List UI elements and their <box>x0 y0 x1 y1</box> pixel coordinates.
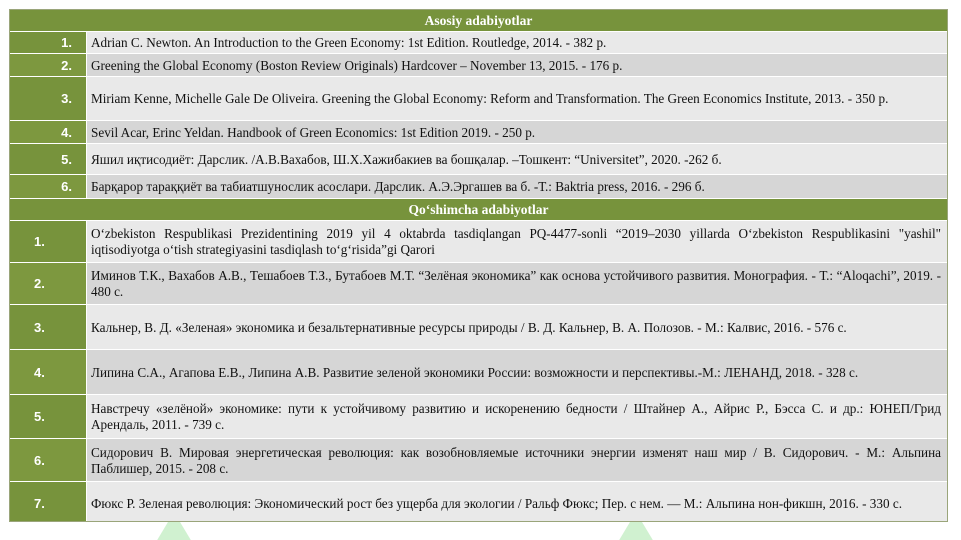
table-row <box>10 395 947 439</box>
row-number: 3. <box>10 77 87 120</box>
table-row <box>10 54 947 77</box>
row-number: 2. <box>10 263 87 304</box>
reference-text: Miriam Kenne, Michelle Gale De Oliveira. Greening the Global Economy: Reform and Transformation. The Green Economics Institute, 2013. - 350 p. <box>91 91 889 106</box>
section-header-main: Asosiy adabiyotlar <box>10 10 947 32</box>
reference-text: Липина С.А., Агапова Е.В., Липина А.В. Развитие зеленой экономики России: возможности и перспективы.-М.: ЛЕНАНД, 2018. - 328 с. <box>91 364 859 380</box>
table-row <box>10 350 947 395</box>
reference-text: Иминов Т.К., Вахабов А.В., Тешабоев Т.З., Бутабоев М.Т. “Зелёная экономика” как основа устойчивого развития. Монография. - Т.: “Aloqachi”, 2019. - 480 с. <box>91 268 941 299</box>
reference-text: O‘zbekiston Respublikasi Prezidentining 2019 yil 4 oktabrda tasdiqlangan PQ-4477-sonli “2019–2030 yillarda O‘zbekiston Respublikasini "yashil" iqtisodiyotga o‘tish strategiyasini tasdiqlash to‘g‘risida”gi Qarori <box>91 226 941 257</box>
reference-text: Кальнер, В. Д. «Зеленая» экономика и безальтернативные ресурсы природы / В. Д. Кальнер, В. А. Полозов. - М.: Калвис, 2016. - 576 с. <box>91 319 847 335</box>
row-number: 4. <box>10 121 87 143</box>
row-number: 6. <box>10 439 87 481</box>
section-header-additional: Qo‘shimcha adabiyotlar <box>10 199 947 221</box>
table-row <box>10 482 947 522</box>
row-number: 2. <box>10 54 87 76</box>
reference-text: Яшил иқтисодиёт: Дарслик. /А.В.Вахабов, Ш.Х.Хажибакиев ва бошқалар. –Тошкент: “Universitet”, 2020. -262 б. <box>91 151 722 167</box>
row-number: 6. <box>10 175 87 198</box>
reference-text: Greening the Global Economy (Boston Review Originals) Hardcover – November 13, 2015. - 176 p. <box>91 57 623 73</box>
reference-text: Adrian C. Newton. An Introduction to the Green Economy: 1st Edition. Routledge, 2014. - 382 p. <box>91 35 607 50</box>
table-row <box>10 144 947 175</box>
row-number: 1. <box>10 221 87 262</box>
row-number: 1. <box>10 32 87 53</box>
row-number: 5. <box>10 395 87 438</box>
table-row <box>10 439 947 482</box>
table-row <box>10 175 947 199</box>
row-number: 4. <box>10 350 87 394</box>
reference-text: Sevil Acar, Erinc Yeldan. Handbook of Green Economics: 1st Edition 2019. - 250 p. <box>91 124 536 140</box>
reference-text: Сидорович В. Мировая энергетическая революция: как возобновляемые источники энергии изменят наш мир / В. Сидорович. - М.: Альпина Паблишер, 2015. - 208 с. <box>91 444 941 476</box>
row-number: 5. <box>10 144 87 174</box>
literature-table <box>9 9 948 522</box>
table-row <box>10 263 947 305</box>
row-number: 7. <box>10 482 87 522</box>
reference-text: Фюкс Р. Зеленая революция: Экономический рост без ущерба для экологии / Ральф Фюкс; Пер. с нем. — М.: Альпина нон-фикшн, 2016. - 330 с. <box>91 495 902 511</box>
table-row <box>10 305 947 350</box>
row-number: 3. <box>10 305 87 349</box>
table-row <box>10 32 947 54</box>
table-row <box>10 77 947 121</box>
table-row <box>10 221 947 263</box>
table-row <box>10 121 947 144</box>
reference-text: Навстречу «зелёной» экономике: пути к устойчивому развитию и искоренению бедности / Штайнер А., Айрис Р., Бэсса С. и др.: ЮНЕП/Грид Арендаль, 2011. - 739 с. <box>91 401 941 432</box>
reference-text: Барқарор тараққиёт ва табиатшунослик асослари. Дарслик. А.Э.Эргашев ва б. -Т.: Baktria press, 2016. - 296 б. <box>91 179 705 194</box>
